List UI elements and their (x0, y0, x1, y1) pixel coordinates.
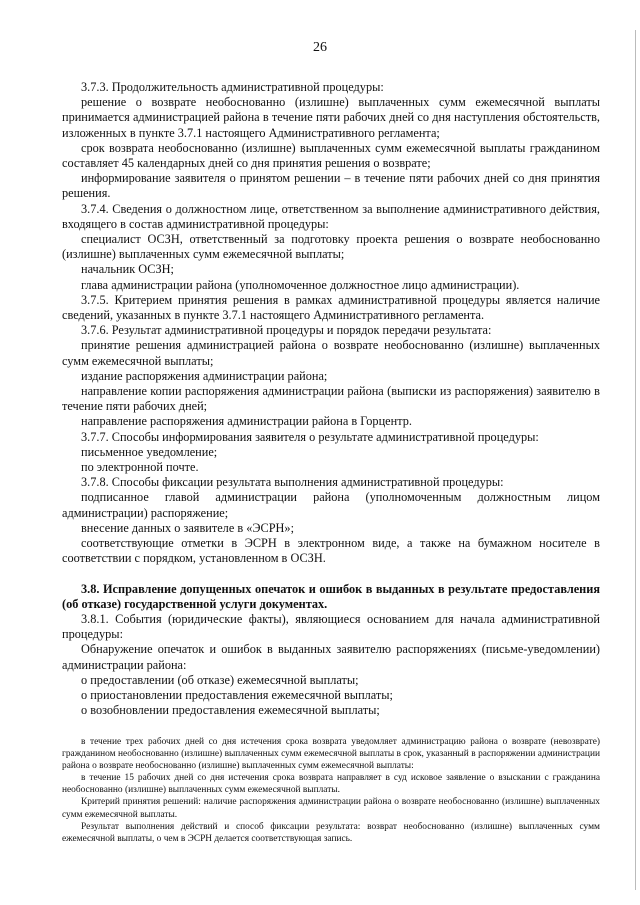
paragraph: принятие решения администрацией района о возврате необоснованно (излишне) выплаченных сумм ежемесячной выплаты; (62, 338, 600, 368)
paragraph: по электронной почте. (81, 460, 199, 475)
paragraph: издание распоряжения администрации района; (81, 368, 328, 383)
paragraph: 3.7.8. Способы фиксации результата выполнения административной процедуры: (81, 475, 504, 490)
footnote-paragraph: в течение 15 рабочих дней со дня истечения срока возврата направляет в суд исковое заявление о взыскании с гражданина необоснованно (излишне) выплаченных сумм ежемесячной выплаты. (62, 773, 600, 796)
footnote-paragraph: Результат выполнения действий и способ фиксации результата: возврат необоснованно (излишне) выплаченных сумм ежемесячной выплаты, о чем в ЭСРН делается соответствующая запись. (62, 821, 600, 844)
paragraph: подписанное главой администрации района (уполномоченным должностным лицом администрации) распоряжение; (62, 490, 600, 520)
paragraph: начальник ОСЗН; (81, 262, 174, 277)
paragraph: направление распоряжения администрации района в Горцентр. (81, 414, 412, 429)
document-body (62, 80, 600, 718)
section-heading: 3.8. Исправление допущенных опечаток и ошибок в выданных в результате предоставления (об отказе) государственной услуги документах. (62, 581, 600, 611)
paragraph: соответствующие отметки в ЭСРН в электронном виде, а также на бумажном носителе в соответствии с порядком, установленном в ОСЗН. (62, 536, 600, 566)
paragraph: информирование заявителя о принятом решении – в течение пяти рабочих дней со дня принятия решения. (62, 171, 600, 201)
paragraph: 3.7.3. Продолжительность административной процедуры: (81, 80, 384, 94)
paragraph: направление копии распоряжения администрации района (выписки из распоряжения) заявителю в течение пяти рабочих дней; (62, 384, 600, 414)
paragraph: специалист ОСЗН, ответственный за подготовку проекта решения о возврате необоснованно (излишне) выплаченных сумм ежемесячной выплаты; (62, 232, 600, 262)
page-number: 26 (313, 40, 327, 55)
footnotes (62, 736, 600, 845)
paragraph: 3.7.7. Способы информирования заявителя о результате административной процедуры: (81, 429, 539, 444)
paragraph: 3.7.6. Результат административной процедуры и порядок передачи результата: (81, 323, 492, 338)
paragraph: Обнаружение опечаток и ошибок в выданных заявителю распоряжениях (письме-уведомлении) администрации района: (62, 642, 600, 672)
paragraph: решение о возврате необоснованно (излишне) выплаченных сумм ежемесячной выплаты принимается администрацией района в течение пяти рабочих дней со дня наступления обстоятельств, изложенных в пункте 3.7.1 настоящего Административного регламента; (62, 95, 600, 140)
paragraph: 3.8.1. События (юридические факты), являющиеся основанием для начала административной процедуры: (62, 611, 600, 642)
paragraph: 3.7.5. Критерием принятия решения в рамках административной процедуры является наличие сведений, указанных в пункте 3.7.1 настоящего Административного регламента. (62, 292, 600, 323)
paragraph: о возобновлении предоставления ежемесячной выплаты; (81, 703, 380, 718)
paragraph: 3.7.4. Сведения о должностном лице, ответственном за выполнение административного действия, входящего в состав административной процедуры: (62, 201, 600, 231)
paragraph: глава администрации района (уполномоченное должностное лицо администрации). (81, 277, 520, 292)
paragraph: о предоставлении (об отказе) ежемесячной выплаты; (81, 672, 359, 687)
paragraph: о приостановлении предоставления ежемесячной выплаты; (81, 687, 393, 702)
footnote-paragraph: Критерий принятия решений: наличие распоряжения администрации района о возврате необоснованно (излишне) выплаченных сумм ежемесячной выплаты. (62, 797, 600, 820)
paragraph: внесение данных о заявителе в «ЭСРН»; (81, 520, 294, 535)
paragraph: срок возврата необоснованно (излишне) выплаченных сумм ежемесячной выплаты гражданином составляет 45 календарных дней со дня принятия решения о возврате; (62, 140, 600, 171)
scan-edge-divider (635, 30, 636, 890)
paragraph: письменное уведомление; (81, 444, 218, 459)
footnote-paragraph: в течение трех рабочих дней со дня истечения срока возврата уведомляет администрацию района о возврате (невозврате) гражданином необоснованно (излишне) выплаченных сумм ежемесячной выплаты в срок, указанный в распоряжении администрации района о возврате необоснованно (излишне) выплаченных сумм ежемесячной выплаты: (62, 737, 600, 772)
